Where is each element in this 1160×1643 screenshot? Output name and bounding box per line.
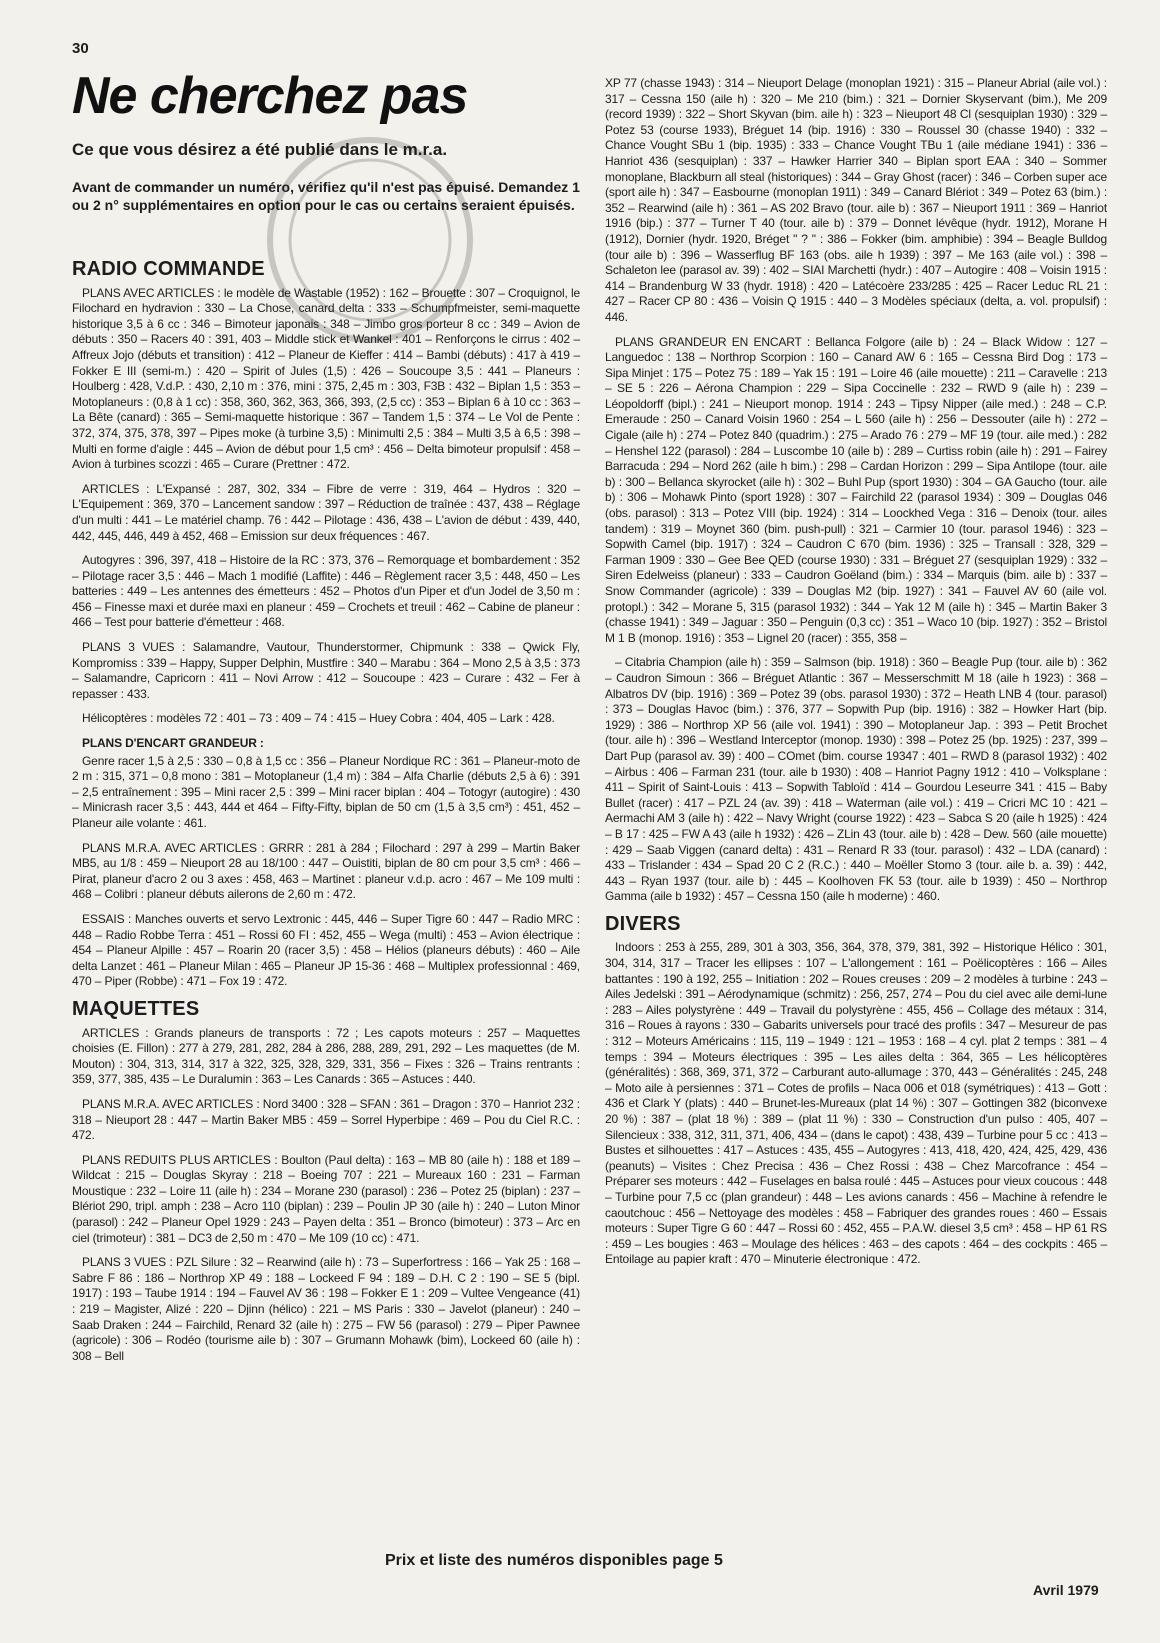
rc-plans-avec-articles: PLANS AVEC ARTICLES : le modèle de Wastable (1952) : 162 – Brouette : 307 – Croquignol, le Filochard en hydravion : 330 – La Chose, canard delta : 333 – Schumpfmeister, semi-maquette historique 3,5 à 6 cc : 346 – Bimoteur japonais : 348 – Jimbo gros porteur 8 cc : 349 – Avion de débuts : 350 – Racers 40 : 391, 403 – Middle stick et Wankel : 401 – Renforçons le cirrus : 402 – Affreux Jojo (débuts et transition) : 412 – Planeur de Kieffer : 414 – Bambi (débuts) : 417 à 419 – Fokker E III (semi-m.) : 420 – Spirit of Jules (1,5) : 426 – Soucoupe 3,5 : 441 – Planeurs : Houlberg : 428, V.d.P. : 430, 2,10 m : 376, mini : 375, 2,45 m : 303, F3B : 432 – Biplan 1,5 : 353 – Motoplaneurs : (0,8 à 1 cc) : 358, 360, 362, 363, 366, 393, (2,5 cc) : 353 – Biplan 6 à 10 cc : 363 – La Bête (canard) : 365 – Semi-maquette historique : 367 – Tandem 1,5 : 374 – Le Vol de Pente : 372, 374, 375, 378, 397 – Pipes moke (à turbine 3,5) : Minimulti 2,5 : 384 – Multi 3,5 à 6,5 : 398 – Multi en forme d'aigle : 445 – Avion de début pour 1,5 cm³ : 456 – Delta bimoteur propulsif : 458 – Avion à turbines scozzi : 465 – Curare (Prettner : 472. [72,285,580,472]
maq-articles: ARTICLES : Grands planeurs de transports : 72 ; Les capots moteurs : 257 – Maquettes choisies (E. Fillon) : 277 à 279, 281, 282, 284 à 286, 288, 289, 291, 292 – Les maquettes (de M. Mouton) : 304, 313, 314, 317 à 322, 325, 328, 329, 331, 356 – Fixes : 326 – Trains rentrants : 359, 377, 385, 435 – Le Duralumin : 363 – Les Canards : 365 – Astuces : 440. [72,1025,580,1087]
right-column [605,76,1107,1277]
section-title-divers: DIVERS [605,912,681,935]
rc-essais: ESSAIS : Manches ouverts et servo Lextronic : 445, 446 – Super Tigre 60 : 447 – Radio MRC : 448 – Radio Robbe Terra : 451 – Rossi 60 FI : 452, 455 – Wega (multi) : 453 – Avion électrique : 454 – Planeur Alpille : 457 – Roarin 20 (racer 3,5) : 458 – Hélios (planeurs débuts) : 460 – Aile delta Lanzet : 461 – Planeur Milan : 465 – Planeur JP 15-36 : 468 – Multiplex professionnal : 469, 470 – Piper (Robbe) : 471 – Fox 19 : 472. [72,911,580,989]
maq-plans-grandeur: PLANS GRANDEUR EN ENCART : Bellanca Folgore (aile b) : 24 – Black Widow : 127 – Languedoc : 138 – Northrop Scorpion : 160 – Canard AW 6 : 165 – Cessna Bird Dog : 173 – Sipa Minjet : 175 – Potez 75 : 189 – Yak 15 : 191 – Loire 46 (aile mouette) : 211 – Caravelle : 213 – SE 5 : 226 – Aérona Champion : 229 – Sipa Coccinelle : 232 – RWD 9 (aile h) : 239 – Léopoldorff (bipl.) : 241 – Nieuport monop. 1914 : 243 – Tipsy Nipper (aile med.) : 248 – C.P. Emeraude : 250 – Canard Voisin 1960 : 254 – L 560 (aile h) : 256 – Dessouter (aile h) : 272 – Cigale (aile h) : 274 – Potez 840 (quadrim.) : 275 – Arado 76 : 279 – MF 19 (tour. aile med.) : 282 – Henshel 122 (parasol) : 284 – Luscombe 10 (aile b) : 289 – Curtiss robin (aile h) : 291 – Fairey Barracuda : 294 – Nord 262 (aile h bim.) : 298 – Cardan Horizon : 299 – Sipa Antilope (tour. aile b) : 300 – Bellanca skyrocket (aile h) : 302 – Buhl Pup (sport 1930) : 304 – GA Gaucho (tour. aile b) : 306 – Mohawk Pinto (sport 1928) : 307 – Fairchild 22 (parasol 1934) : 309 – Douglas 046 (obs. parasol) : 313 – Potez VIII (bip. 1924) : 314 – Loockhed Vega : 316 – Denoix (tour. ailes tandem) : 319 – Moynet 360 (bim. push-pull) : 321 – Carmier 10 (tour. parasol 1946) : 323 – Sopwith Camel (bip. 1917) : 324 – Caudron C 670 (bim. 1936) : 325 – Transall : 328, 329 – Farman 1909 : 330 – Gee Bee QED (course 1930) : 331 – Bréguet 27 (sesquiplan 1929) : 332 – Siren Edelweiss (planeur) : 333 – Caudron Goëland (bim.) : 334 – Marquis (bim. aile b) : 337 – Snow Commander (agricole) : 339 – Douglas M2 (bip. 1927) : 341 – Fauvel AV 60 (aile vol. protopl.) : 342 – Morane 5, 315 (parasol 1932) : 344 – Yak 12 M (aile h) : 345 – Martin Baker 3 (chasse 1941) : 349 – Jaguar : 350 – Penguin (0,3 cc) : 351 – Waco 10 (bip. 1927) : 352 – Bristol M 1 B (monop. 1916) : 353 – Lignel 20 (racer) : 355, 358 – [605,334,1107,645]
left-column [72,258,580,1373]
intro-text: Avant de commander un numéro, vérifiez qu'il n'est pas épuisé. Demandez 1 ou 2 n° supplémentaires en option pour le cas ou certains seraient épuisés. [72,179,580,213]
rc-plans-encart: Genre racer 1,5 à 2,5 : 330 – 0,8 à 1,5 cc : 356 – Planeur Nordique RC : 361 – Planeur-moto de 2 m : 315, 371 – 0,8 mono : 381 – Motoplaneur (1,4 m) : 384 – Alfa Charlie (débuts 2,5 à 6) : 391 – 2,5 entraînement : 395 – Mini racer 2,5 : 399 – Mini racer biplan : 404 – Totogyr (autogire) : 430 – Minicrash racer 3,5 : 443, 444 et 464 – Fifty-Fifty, biplan de 50 cm (1,5 à 3,5 cm³) : 451, 452 – Planeur aile volante : 461. [72,753,580,830]
section-title-maquettes: MAQUETTES [72,997,200,1020]
rc-plans-encart-title: PLANS D'ENCART GRANDEUR : [82,736,264,751]
maq-plans-reduits: PLANS REDUITS PLUS ARTICLES : Boulton (Paul delta) : 163 – MB 80 (aile h) : 188 et 189 – Wildcat : 215 – Douglas Skyray : 218 – Boeing 707 : 221 – Mureaux 160 : 231 – Farman Moustique : 232 – Loire 11 (aile h) : 234 – Morane 230 (parasol) : 236 – Potez 25 (biplan) : 237 – Blériot 290, tripl. amph : 238 – Acro 110 (biplan) : 239 – Poulin JP 30 (aile h) : 240 – Luton Minor (parasol) : 242 – Planeur Opel 1929 : 243 – Payen delta : 351 – Bronco (bimoteur) : 373 – Arc en ciel (trimoteur) : 381 – DC3 de 2,50 m : 470 – Me 109 (10 cc) : 471. [72,1152,580,1245]
rc-helicopteres: Hélicoptères : modèles 72 : 401 – 73 : 409 – 74 : 415 – Huey Cobra : 404, 405 – Lark : 428. [82,711,555,726]
maq-plans-mra: PLANS M.R.A. AVEC ARTICLES : Nord 3400 : 328 – SFAN : 361 – Dragon : 370 – Hanriot 232 : 318 – Nieuport 28 : 447 – Martin Baker MB5 : 459 – Sorrel Hyperbipe : 469 – Pou du Ciel R.C. : 472. [72,1096,580,1143]
maq-continued: XP 77 (chasse 1943) : 314 – Nieuport Delage (monoplan 1921) : 315 – Planeur Abrial (aile vol.) : 317 – Cessna 150 (aile h) : 320 – Me 210 (bim.) : 321 – Dornier Skyservant (bim.), Me 209 (record 1939) : 322 – Short Skyvan (bim. aile h) : 323 – Nieuport 48 Cl (sesquiplan 1930) : 329 – Potez 53 (course 1933), Bréguet 14 (bip. 1916) : 330 – Roussel 30 (chasse 1940) : 332 – Chance Vought SBu 1 (bip. 1935) : 333 – Chance Vought TBu 1 (aile médiane 1941) : 336 – Hanriot 436 (sesquiplan) : 337 – Hawker Harrier 340 – Biplan sport EAA : 340 – Sommer monoplane, Blackburn all steal (historiques) : 344 – Gray Ghost (racer) : 346 – Corben super ace (sport aile h) : 347 – Easbourne (monoplan 1911) : 349 – Canard Blériot : 349 – Potez 63 (bim.) : 352 – Rearwind (aile h) : 361 – AS 202 Bravo (tour. aile b) : 367 – Nieuport 1911 : 369 – Hanriot 1916 (bip.) : 377 – Turner T 40 (tour. aile b) : 379 – Donnet lévêque (hydr. 1912), Morane H (1912), Dornier (hydr. 1920, Bréget " ? " : 386 – Fokker (bim. amphibie) : 394 – Beagle Bulldog (tour aile b) : 396 – Wasserflug BF 163 (obs. aile h 1939) : 397 – Me 163 (aile vol.) : 398 – Schaleton lee (parasol av. 39) : 402 – SIAI Marchetti (hydr.) : 407 – Autogire : 408 – Voisin 1915 : 414 – Brandenburg W 33 (hydr. 1918) : 420 – Latécoère 233/285 : 425 – Racer Leduc RL 21 : 427 – Racer CP 80 : 436 – Voisin Q 1915 : 440 – 3 Modèles spéciaux (delta, a. vol. propulsif) : 446. [605,76,1107,324]
maq-plans-3-vues: PLANS 3 VUES : PZL Silure : 32 – Rearwind (aile h) : 73 – Superfortress : 166 – Yak 25 : 168 – Sabre F 86 : 186 – Northrop XP 49 : 188 – Lockeed F 94 : 189 – D.H. C 2 : 190 – SE 5 (bipl. 1917) : 193 – Taube 1914 : 194 – Fauvel AV 36 : 198 – Fokker E 1 : 209 – Vultee Vengeance (41) : 219 – Magister, Alizé : 220 – Djinn (hélico) : 221 – MS Paris : 330 – Javelot (planeur) : 240 – Saab Draken : 244 – Fairchild, Renard 32 (aile h) : 275 – FW 56 (parasol) : 279 – Piper Pawnee (agricole) : 306 – Rodéo (tourisme aile b) : 307 – Grumann Mohawk (bim), Lockeed 60 (aile h) : 308 – Bell [72,1255,580,1363]
maq-plans-grandeur-cont: – Citabria Champion (aile h) : 359 – Salmson (bip. 1918) : 360 – Beagle Pup (tour. aile b) : 362 – Caudron Simoun : 366 – Bréguet Atlantic : 367 – Messerschmitt M 18 (aile h 1923) : 368 – Albatros DV (bip. 1916) : 369 – Potez 39 (obs. parasol 1930) : 372 – Heath LNB 4 (tour. parasol) : 373 – Douglas Havoc (bim.) : 376, 377 – Sopwith Pup (bip. 1916) : 382 – Howker Hart (bip. 1929) : 386 – Northrop XP 56 (aile vol. 1941) : 390 – Motoplaneur Jap. : 393 – Petit Brochet (tour. aile h) : 396 – Westland Interceptor (monop. 1930) : 398 – Potez 25 (bp. 1925) : 237, 399 – Dart Pup (parasol av. 39) : 400 – COmet (bim. course 19347 : 401 – RWD 8 (parasol 1932) : 402 – Airbus : 406 – Farman 231 (tour. aile b 1930) : 408 – Hanriot Pagny 1912 : 410 – Volksplane : 411 – Spirit of Saint-Louis : 413 – Sopwith Tabloïd : 414 – Gourdou Leseurre 341 : 415 – Baby Bullet (racer) : 417 – PZL 24 (av. 39) : 418 – Waterman (aile vol.) : 419 – Cricri MC 10 : 421 – Aermachi AM 3 (aile h) : 422 – Navy Wright (course 1922) : 423 – Sabca S 20 (aile h 1925) : 424 – B 17 : 425 – FW A 43 (aile h 1932) : 426 – ZLin 43 (tour. aile b) : 428 – Dew. 560 (aile mouette) : 429 – Saab Viggen (canard delta) : 431 – Renard R 33 (tour. parasol) : 432 – LDA (canard) : 433 – Trislander : 434 – Spad 20 C 2 (R.C.) : 440 – Moëller Stomo 3 (tour. aile b. a. 39) : 442, 443 – Ryan 1937 (tour. aile b) : 445 – Koolhoven FK 53 (tour. aile b 1939) : 450 – Northrop Gamma (aile b 1932) : 457 – Cessna 150 (aile h moderne) : 460. [605,655,1107,904]
rc-plans-mra: PLANS M.R.A. AVEC ARTICLES : GRRR : 281 à 284 ; Filochard : 297 à 299 – Martin Baker MB5, au 1/8 : 459 – Nieuport 28 au 18/100 : 447 – Ouistiti, biplan de 80 cm pour 3,5 cm³ : 466 – Pirat, planeur d'acro 2 ou 3 axes : 458, 463 – Martinet : planeur v.d.p. acro : 467 – Me 109 multi : 468 – Colibri : planeur débuts ailerons de 2,60 m : 472. [72,840,580,902]
issue-date: Avril 1979 [1033,1582,1099,1598]
rc-plans-3-vues: PLANS 3 VUES : Salamandre, Vautour, Thunderstormer, Chipmunk : 338 – Qwick Fly, Kompromiss : 339 – Happy, Supper Delphin, Mustfire : 340 – Marabu : 364 – Mono 2,5 à 3,5 : 373 – Salamandre, Capricorn : 411 – Novi Arrow : 412 – Soucoupe : 423 – Curare : 432 – Fer à repasser : 433. [72,640,580,701]
page-title: Ne cherchez pas [72,67,468,125]
page-number: 30 [72,40,89,57]
divers-text: Indoors : 253 à 255, 289, 301 à 303, 356, 364, 378, 379, 381, 392 – Historique Hélico : 301, 304, 314, 317 – Tracer les ellipses : 107 – L'allongement : 161 – Poëlicoptères : 166 – Ailes battantes : 190 à 192, 255 – Initiation : 202 – Roues creuses : 209 – 2 modèles à turbine : 243 – Ailes Jedelski : 391 – Aérodynamique (schmitz) : 256, 257, 274 – Pou du ciel avec aile demi-lune : 283 – Ailes polystyrène : 449 – Travail du polystyrène : 455, 456 – Collage des métaux : 314, 316 – Roues à rayons : 330 – Gabarits universels pour tracé des profils : 347 – Mesureur de pas : 312 – Moteurs Américains : 115, 119 – 1949 : 121 – 1953 : 168 – 4 cyl. plat 2 temps : 381 – 4 temps : 394 – Moteurs électriques : 395 – Les ailes delta : 364, 365 – Les hélicoptères (généralités) : 368, 369, 371, 372 – Carburant auto-allumage : 370, 443 – Généralités : 245, 248 – Moto aile à persiennes : 371 – Cotes de profils – Naca 006 et 018 (symétriques) : 413 – Gott : 436 et Clark Y (plats) : 440 – Brunet-les-Mureaux (plat 14 %) : 307 – Gottingen 382 (biconvexe 20 %) : 387 – (plat 18 %) : 389 – (plat 11 %) : 330 – Construction d'un pulso : 405, 407 – Silencieux : 338, 312, 311, 371, 406, 434 – (dans le capot) : 438, 439 – Turbine pour 5 cc : 413 – Bustes et silhouettes : 417 – Astuces : 435, 455 – Autogyres : 413, 418, 420, 424, 425, 429, 436 (peanuts) – Visites : Chez Precisa : 436 – Chez Rossi : 438 – Chez Marcofrance : 454 – Préparer ses moteurs : 442 – Fuselages en balsa roulé : 445 – Astuces pour vieux coucous : 448 – Turbine pour 7,5 cc (plan grandeur) : 448 – Les avions canards : 456 – Machine à refendre le caoutchouc : 456 – Nettoyage des modèles : 458 – Fabriquer des grandes roues : 460 – Essais moteurs : Super Tigre G 60 : 447 – Rossi 60 : 452, 455 – P.A.W. diesel 3,5 cm³ : 458 – HP 61 RS : 459 – Les bougies : 463 – Moulage des hélices : 463 – des capots : 464 – des cockpits : 465 – Entoilage au papier kraft : 470 – Minuterie électronique : 472. [605,940,1107,1267]
rc-autogyres: Autogyres : 396, 397, 418 – Histoire de la RC : 373, 376 – Remorquage et bombardement : 352 – Pilotage racer 3,5 : 446 – Mach 1 modifié (Laffite) : 446 – Règlement racer 3,5 : 448, 450 – Les batteries : 449 – Les antennes des émetteurs : 452 – Photos d'un Piper et d'un Jodel de 3,50 m : 456 – Finesse maxi et durée maxi en planeur : 459 – Crochets et treuil : 462 – Cabine de planeur : 466 – Test pour batterie d'émetteur : 468. [72,553,580,630]
subtitle: Ce que vous désirez a été publié dans le m.r.a. [72,140,448,159]
section-title-radio-commande: RADIO COMMANDE [72,258,265,280]
rc-articles: ARTICLES : L'Expansé : 287, 302, 334 – Fibre de verre : 319, 464 – Hydros : 320 – L'Equipement : 369, 370 – Lancement sandow : 397 – Réduction de traînée : 437, 438 – Réglage d'un multi : 441 – Le matériel champ. 76 : 442 – Pilotage : 436, 438 – L'avion de début : 439, 440, 442, 445, 446, 449 à 452, 468 – Emission sur deux fréquences : 467. [72,481,580,543]
footer-note: Prix et liste des numéros disponibles page 5 [385,1552,723,1569]
